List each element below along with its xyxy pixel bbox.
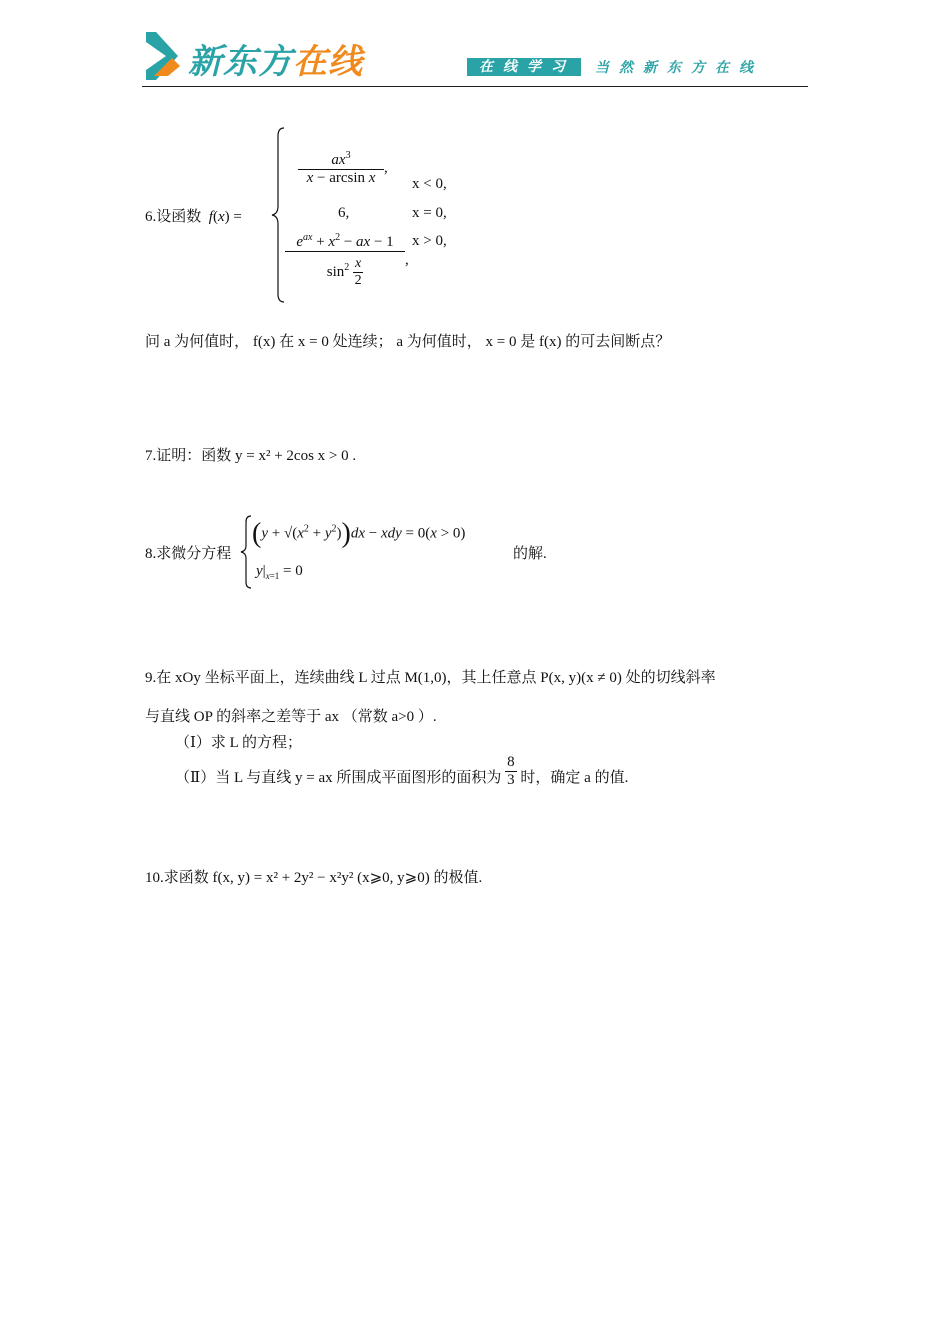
q6-case1-fraction: $\frac{ax^3}{\text{x − arcsin x}}$ , bbox=[298, 150, 388, 187]
slogan-highlight: 在线学习 bbox=[467, 58, 581, 76]
q6-label: 6.设函数 f(x) = bbox=[145, 209, 242, 225]
q9-line1: 9.在 xOy 坐标平面上，连续曲线 L 过点 M(1,0)，其上任意点 P(x, y)(x ≠ 0) 处的切线斜率 bbox=[145, 670, 716, 686]
header-slogan bbox=[467, 58, 763, 76]
q10: 10.求函数 f(x, y) = x² + 2y² − x²y² (x⩾0, y⩾0) 的极值. bbox=[145, 870, 483, 886]
q6-case2-condition: x = 0, bbox=[412, 205, 447, 221]
q6-case3-condition: x > 0, bbox=[412, 233, 447, 249]
q8-equation: $(y + √(x^2 + y^2))dx$ − xdy = 0(x > 0) bbox=[252, 518, 466, 549]
q6-question: 问 a 为何值时， f(x) 在 x = 0 处连续； a 为何值时， x = 0 是 f(x) 的可去间断点？ bbox=[145, 334, 671, 350]
q7: 7.证明：函数 y = x² + 2cos x > 0 . bbox=[145, 448, 357, 464]
slogan-text: 当然新东方在线 bbox=[595, 60, 763, 76]
q6-case1-condition: x < 0, bbox=[412, 176, 447, 192]
brand-name: 新东方在线 bbox=[188, 42, 363, 82]
q8-label: 8.求微分方程 bbox=[145, 546, 232, 562]
q9-part2: （Ⅱ）当 L 与直线 y = ax 所围成平面图形的面积为 $\frac{8}{3}$ 时，确定 a 的值. bbox=[175, 754, 629, 789]
q8-suffix: 的解. bbox=[513, 546, 547, 562]
header-divider bbox=[142, 86, 808, 87]
q9-part1: （Ⅰ）求 L 的方程； bbox=[175, 735, 303, 751]
q6-case2-value: 6, bbox=[338, 205, 350, 221]
q9-line2: 与直线 OP 的斜率之差等于 ax （常数 a>0 ）. bbox=[145, 709, 437, 725]
q8-initial-condition: $y|_{x=1} = 0$ bbox=[256, 563, 303, 581]
q6-case3-fraction: $e^{ax} + x^2$ − ax − 1 $\sin^2$ $\frac{x}{2}$ , bbox=[285, 232, 409, 289]
